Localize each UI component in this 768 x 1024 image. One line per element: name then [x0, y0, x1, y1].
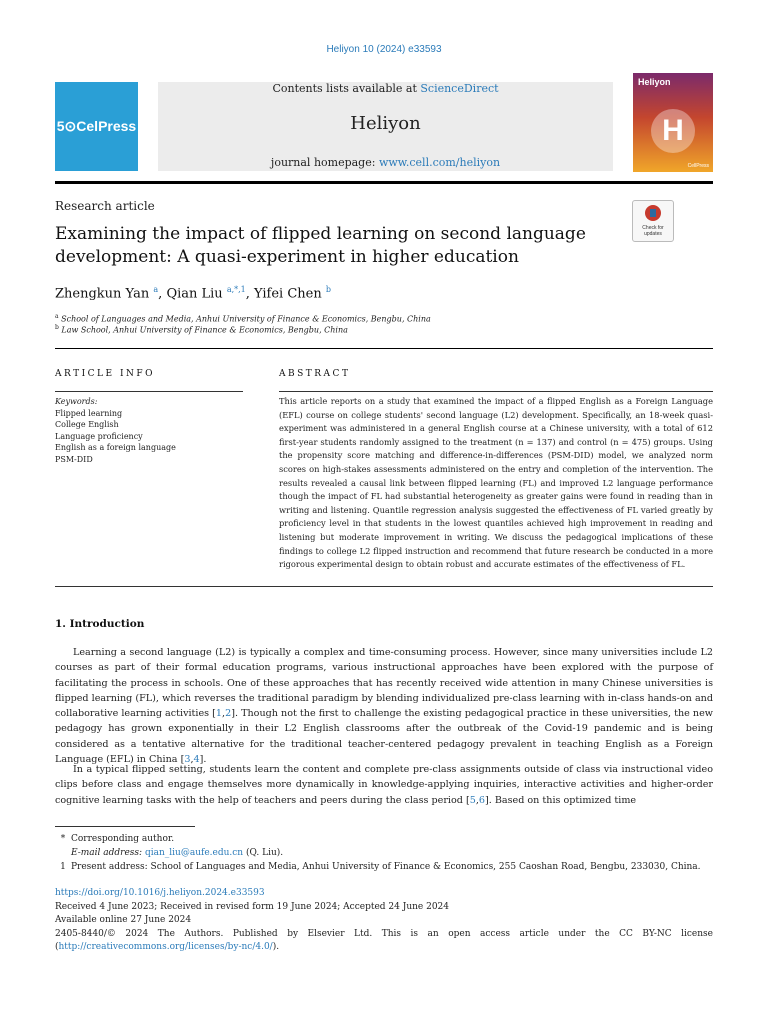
- affiliation-text: School of Languages and Media, Anhui University of Finance & Economics, Bengbu, China: [61, 314, 431, 324]
- doi-link[interactable]: https://doi.org/10.1016/j.heliyon.2024.e33593: [55, 888, 265, 898]
- affiliation-text: Law School, Anhui University of Finance & Economics, Bengbu, China: [61, 325, 348, 335]
- cover-logo: H: [651, 109, 695, 153]
- journal-reference[interactable]: Heliyon 10 (2024) e33593: [326, 44, 442, 55]
- footnote-text: Present address: School of Languages and Media, Anhui University of Finance & Economics, 255 Caoshan Road, Bengbu, 233030, China.: [71, 862, 701, 872]
- citation-link[interactable]: 1: [215, 708, 223, 720]
- affiliation-b: [55, 324, 348, 335]
- footnote-corresponding: [55, 832, 713, 846]
- keyword: Language proficiency: [55, 431, 143, 441]
- author-name[interactable]: Qian Liu: [166, 286, 223, 302]
- author-list: Zhengkun Yan $^a$, Qian Liu $^{a,*,1}$, Yifei Chen $^b$: [55, 285, 331, 302]
- footnotes: [55, 832, 713, 874]
- affiliation-mark: a: [55, 313, 59, 320]
- author-affiliation-mark[interactable]: a,*,1: [226, 285, 246, 294]
- keywords-block: [55, 396, 245, 466]
- cover-footer: CellPress: [687, 163, 709, 169]
- paragraph-text: In a typical flipped setting, students learn the content and complete pre-class assignments outside of class via instructional video clips before class and engage themselves more dynamically in knowledge-applying inquiries, interactive activities and higher-order cognitive learning tasks with the help of teachers and peers during the class period [: [55, 764, 713, 806]
- keyword: College English: [55, 420, 119, 430]
- footnote-mark: 1: [60, 862, 66, 872]
- keywords-label: Keywords:: [55, 397, 98, 406]
- contents-line: [158, 82, 613, 95]
- citation-link[interactable]: 4: [193, 754, 200, 766]
- citation-link[interactable]: 3: [184, 754, 191, 766]
- email-link[interactable]: qian_liu@aufe.edu.cn: [144, 848, 244, 858]
- article-title: Examining the impact of flipped learning on second language development: A quasi-experiment in higher education: [55, 224, 586, 267]
- section-heading-introduction: 1. Introduction: [55, 618, 145, 630]
- license-statement: 2405-8440/© 2024 The Authors. Published by Elsevier Ltd. This is an open access article under the CC BY-NC license (http://creativecommons.org/licenses/by-nc/4.0/).: [55, 928, 713, 952]
- publication-info: [55, 887, 713, 955]
- citation-link[interactable]: 6: [478, 794, 485, 806]
- check-updates-icon: [645, 205, 661, 221]
- email-label: E-mail address:: [71, 848, 143, 858]
- license-text: 2405-8440/© 2024 The Authors. Published by Elsevier Ltd. This is an open access article under the CC BY-NC license: [55, 928, 713, 939]
- sciencedirect-link[interactable]: ScienceDirect: [420, 82, 499, 95]
- cover-title: Heliyon: [638, 77, 671, 87]
- homepage-link[interactable]: www.cell.com/heliyon: [378, 156, 501, 169]
- paragraph-text: ].: [199, 754, 207, 766]
- section-rule: [55, 348, 713, 349]
- paragraph-text: ]. Though not the first to challenge the existing pedagogical practice in these universities, the new pedagogy has grown exponentially in their L2 English classrooms after the outbreak of the Covid-19 pandemic and is being considered as a tentative alternative for the traditional teacher-centered pedagogy prevalent in teaching English as a Foreign Language (EFL) in China [: [55, 708, 714, 766]
- check-for-updates-button[interactable]: [632, 200, 674, 242]
- check-updates-label: Check for updates: [642, 225, 664, 237]
- homepage-line: [158, 156, 613, 169]
- author-affiliation-mark[interactable]: a: [153, 285, 159, 294]
- footnote-text: Corresponding author.: [71, 834, 175, 844]
- journal-cover-image: [633, 73, 713, 172]
- available-online: Available online 27 June 2024: [55, 915, 192, 925]
- keyword: Flipped learning: [55, 408, 123, 418]
- intro-paragraph-2: In a typical flipped setting, students learn the content and complete pre-class assignments outside of class via instructional video clips before class and engage themselves more dynamically in knowledge-applying inquiries, interactive activities and higher-order cognitive learning tasks with the help of teachers and peers during the class period [5,6]. Based on this optimized time: [55, 764, 713, 806]
- abstract-bottom-rule: [55, 586, 713, 587]
- received-dates: Received 4 June 2023; Received in revised form 19 June 2024; Accepted 24 June 2024: [55, 901, 450, 912]
- author-name[interactable]: Yifei Chen: [254, 286, 322, 302]
- header-rule: [55, 181, 713, 184]
- paragraph-text: ]. Based on this optimized time: [485, 794, 637, 806]
- abstract-heading: ABSTRACT: [279, 369, 351, 379]
- article-info-heading: ARTICLE INFO: [55, 369, 156, 379]
- article-info-rule: [55, 391, 243, 392]
- keyword: English as a foreign language: [55, 443, 176, 453]
- abstract-rule: [279, 391, 713, 392]
- journal-name: Heliyon: [350, 113, 421, 134]
- footnote-mark: *: [60, 834, 66, 844]
- footnote-address: [55, 860, 713, 874]
- cellpress-logo: 5⊙CelPress: [55, 82, 138, 171]
- license-link[interactable]: http://creativecommons.org/licenses/by-nc/4.0/: [58, 942, 273, 952]
- citation-link[interactable]: 2: [225, 708, 232, 720]
- homepage-prefix: journal homepage:: [270, 156, 379, 169]
- article-type: Research article: [55, 199, 155, 213]
- affiliation-mark: b: [55, 324, 59, 331]
- citation-link[interactable]: 5: [469, 794, 476, 806]
- footnote-email: [55, 846, 713, 860]
- email-suffix: (Q. Liu).: [245, 848, 284, 858]
- author-affiliation-mark[interactable]: b: [325, 285, 331, 294]
- affiliation-a: [55, 313, 431, 324]
- abstract-text: This article reports on a study that examined the impact of a flipped English as a Foreign Language (EFL) course on college students' second language (L2) development. Specifically, an 18-week quasi-experiment was administered in a general English course at a Chinese university, with a total of 612 first-year students randomly assigned to the treatment (n = 137) and control (n = 475) groups. Using the propensity score matching and difference-in-differences (PSM-DID) model, we analyzed norm scores on high-stakes assessments administered on the entry and completion of the intervention. The results revealed a causal link between flipped learning (FL) and improved L2 language performance though the impact of FL had substantial heterogeneity as greater gains were found in reading than in writing and listening. Quantile regression analysis suggested the effectiveness of FL varied greatly by proficiency level in that students in the lowest quantiles achieved high improvement in reading and listening but moderate improvement in writing. We discuss the pedagogical implications of these findings to college L2 flipped instruction and recommend that future research be conducted in a more rigorous experimental design to obtain robust and accurate estimates of the effectiveness of FL.: [279, 396, 713, 570]
- intro-paragraph-1: Learning a second language (L2) is typically a complex and time-consuming process. However, since many universities include L2 courses as part of their formal education programs, various instructional approaches have been explored with the purpose of facilitating the process in schools. One of these approaches that has recently received wide attention in many Chinese universities is flipped learning (FL), which reverses the traditional paradigm by blending individualized pre-class learning with in-class hands-on and collaborative learning activities [1,2]. Though not the first to challenge the existing pedagogical practice in these universities, the new pedagogy has grown exponentially in their L2 English classrooms after the outbreak of the Covid-19 pandemic and is being considered as a tentative alternative for the traditional teacher-centered pedagogy prevalent in teaching English as a Foreign Language (EFL) in China [3,4].: [55, 647, 714, 766]
- footnote-rule: [55, 826, 195, 827]
- paragraph-text: Learning a second language (L2) is typically a complex and time-consuming process. However, since many universities include L2 courses as part of their formal education programs, various instructional approaches have been explored with the purpose of facilitating the process in schools. One of these approaches that has recently received wide attention in many Chinese universities is flipped learning (FL), which reverses the traditional paradigm by blending individualized pre-class learning with in-class hands-on and collaborative learning activities [: [55, 647, 713, 720]
- license-end: ).: [272, 942, 280, 952]
- author-name[interactable]: Zhengkun Yan: [55, 286, 150, 302]
- contents-prefix: Contents lists available at: [272, 82, 421, 95]
- keyword: PSM-DID: [55, 454, 93, 464]
